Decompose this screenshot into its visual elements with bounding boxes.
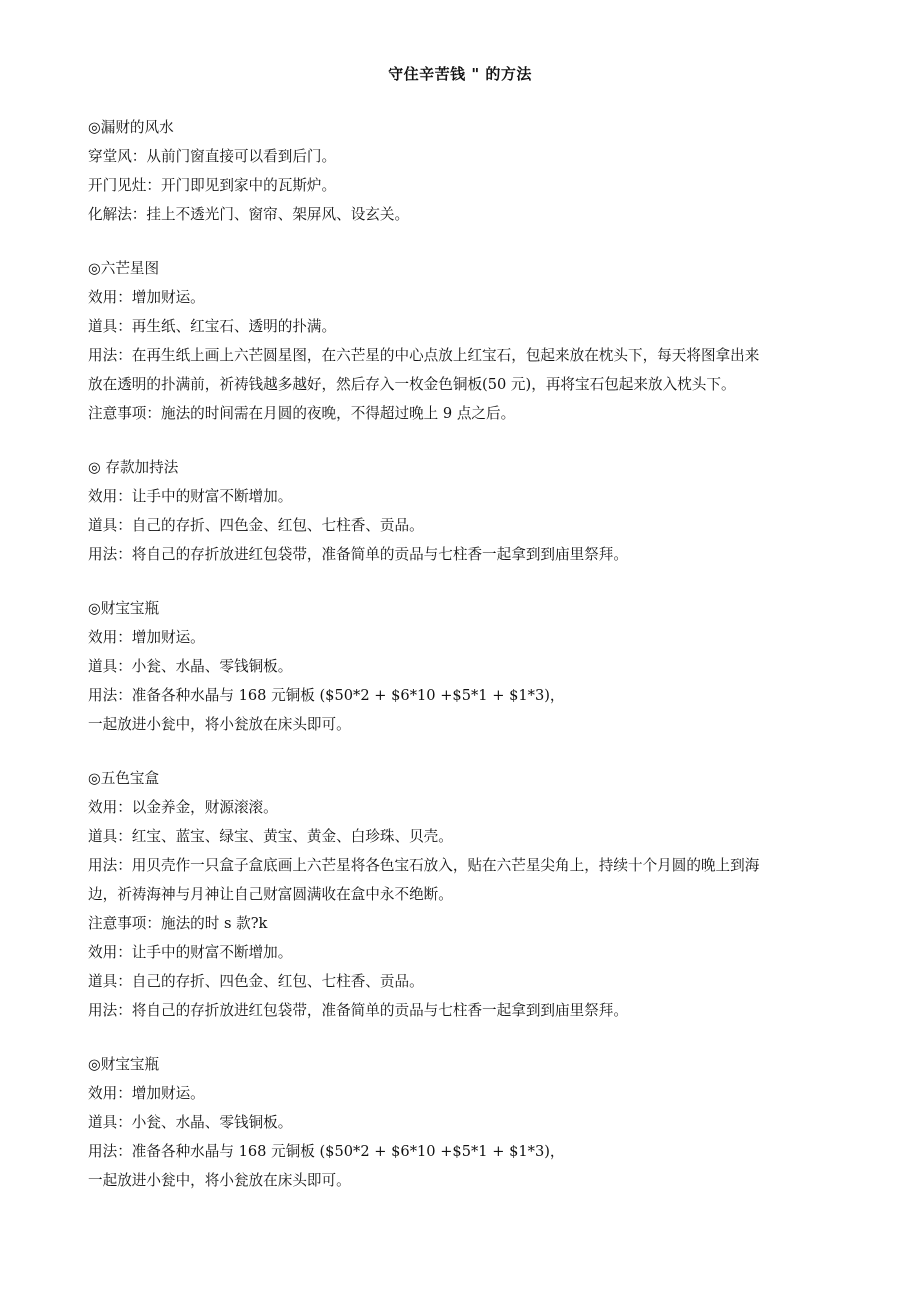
- section-deposit-blessing: [88, 453, 848, 569]
- section-five-color-treasure-box: [88, 764, 848, 1025]
- paragraph-line: 道具：再生纸、红宝石、透明的扑满。: [88, 318, 337, 335]
- paragraph-line: 效用：增加财运。: [88, 629, 205, 646]
- paragraph-line: 效用：以金养金，财源滚滚。: [88, 799, 278, 816]
- section-heading: ◎财宝宝瓶: [88, 1056, 160, 1073]
- paragraph-line: 用法：在再生纸上画上六芒圆星图，在六芒星的中心点放上红宝石，包起来放在枕头下，每天将图拿出来: [88, 347, 760, 364]
- document-title: 守住辛苦钱 " 的方法: [388, 65, 532, 83]
- paragraph-line: 穿堂风：从前门窗直接可以看到后门。: [88, 148, 337, 165]
- paragraph-line: 用法：将自己的存折放进红包袋带，准备简单的贡品与七柱香一起拿到到庙里祭拜。: [88, 546, 628, 563]
- section-treasure-vase: [88, 594, 848, 739]
- paragraph-line: 开门见灶：开门即见到家中的瓦斯炉。: [88, 177, 337, 194]
- paragraph-line: 效用：让手中的财富不断增加。: [88, 944, 293, 961]
- paragraph-line: 注意事项：施法的时间需在月圆的夜晚，不得超过晚上 9 点之后。: [88, 405, 516, 422]
- paragraph-line: 效用：增加财运。: [88, 1085, 205, 1102]
- section-heading: ◎财宝宝瓶: [88, 600, 160, 617]
- paragraph-line: 道具：自己的存折、四色金、红包、七柱香、贡品。: [88, 973, 424, 990]
- paragraph-line: 用法：准备各种水晶与 168 元铜板 ($50*2 + $6*10 +$5*1 + $1*3)，: [88, 687, 565, 704]
- paragraph-line: 边，祈祷海神与月神让自己财富圆满收在盒中永不绝断。: [88, 886, 453, 903]
- paragraph-line: 道具：自己的存折、四色金、红包、七柱香、贡品。: [88, 517, 424, 534]
- paragraph-line: 化解法：挂上不透光门、窗帘、架屏风、设玄关。: [88, 206, 410, 223]
- paragraph-line: 效用：让手中的财富不断增加。: [88, 488, 293, 505]
- paragraph-line: 道具：小瓮、水晶、零钱铜板。: [88, 1114, 293, 1131]
- section-hexagram-chart: [88, 254, 848, 428]
- section-heading: ◎漏财的风水: [88, 119, 174, 136]
- paragraph-line: 用法：准备各种水晶与 168 元铜板 ($50*2 + $6*10 +$5*1 + $1*3)，: [88, 1143, 565, 1160]
- paragraph-line: 道具：小瓮、水晶、零钱铜板。: [88, 658, 293, 675]
- paragraph-line: 注意事项：施法的时 s 款?k: [88, 915, 268, 932]
- section-heading: ◎五色宝盒: [88, 770, 160, 787]
- section-treasure-vase-repeat: [88, 1050, 848, 1195]
- section-heading: ◎ 存款加持法: [88, 459, 179, 476]
- paragraph-line: 用法：用贝壳作一只盒子盒底画上六芒星将各色宝石放入，贴在六芒星尖角上，持续十个月圆的晚上到海: [88, 857, 760, 874]
- paragraph-line: 一起放进小瓮中，将小瓮放在床头即可。: [88, 1172, 351, 1189]
- paragraph-line: 一起放进小瓮中，将小瓮放在床头即可。: [88, 716, 351, 733]
- section-heading: ◎六芒星图: [88, 260, 160, 277]
- paragraph-line: 效用：增加财运。: [88, 289, 205, 306]
- document-body: [88, 113, 848, 1220]
- paragraph-line: 放在透明的扑满前，祈祷钱越多越好，然后存入一枚金色铜板(50 元)，再将宝石包起来放入枕头下。: [88, 376, 736, 393]
- section-wealth-leak-fengshui: [88, 113, 848, 229]
- paragraph-line: 道具：红宝、蓝宝、绿宝、黄宝、黄金、白珍珠、贝壳。: [88, 828, 453, 845]
- paragraph-line: 用法：将自己的存折放进红包袋带，准备简单的贡品与七柱香一起拿到到庙里祭拜。: [88, 1002, 628, 1019]
